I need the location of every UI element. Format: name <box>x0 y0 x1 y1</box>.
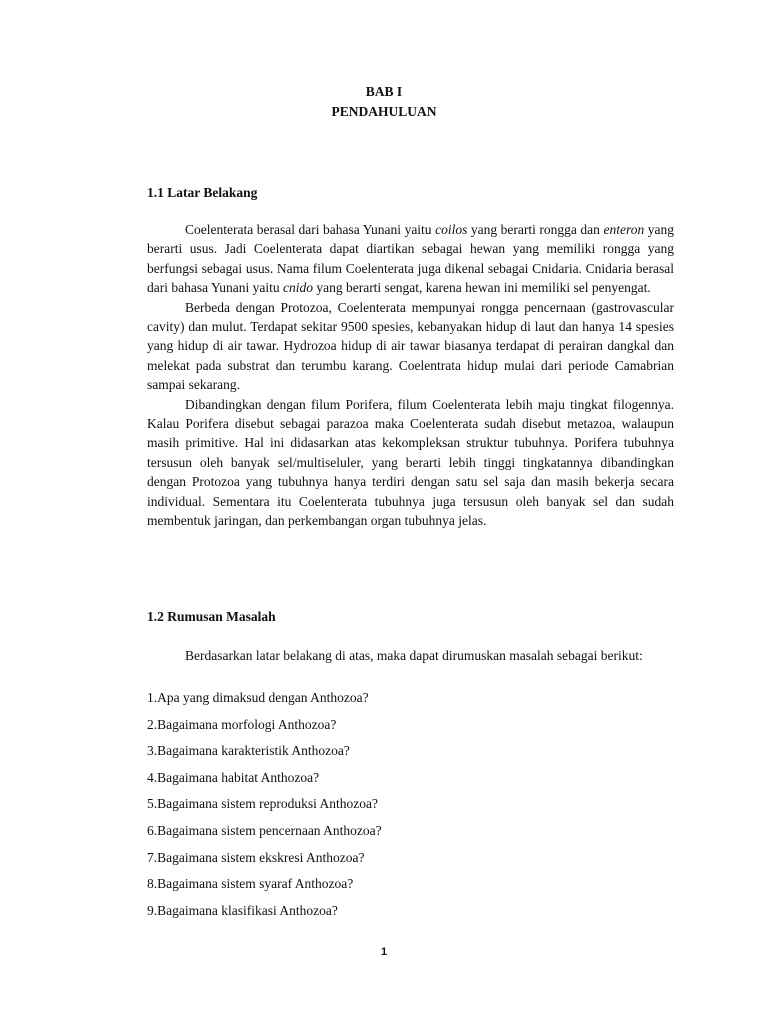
paragraph <box>147 395 674 531</box>
section-body-latar-belakang <box>147 220 674 531</box>
italic-term: cnido <box>282 280 313 296</box>
chapter-title: PENDAHULUAN <box>331 104 437 119</box>
text-run: Coelenterata berasal dari bahasa Yunani yaitu <box>185 222 436 237</box>
list-item: 2.Bagaimana morfologi Anthozoa? <box>147 716 337 732</box>
text-run: yang berarti rongga dan <box>467 222 604 237</box>
list-item: 4.Bagaimana habitat Anthozoa? <box>147 769 320 785</box>
intro-paragraph: Berdasarkan latar belakang di atas, maka dapat dirumuskan masalah sebagai berikut: <box>185 648 643 663</box>
italic-term: coilos <box>435 222 468 237</box>
list-item: 6.Bagaimana sistem pencernaan Anthozoa? <box>147 822 382 838</box>
chapter-heading <box>0 82 768 122</box>
section-intro-rumusan-masalah <box>147 646 674 666</box>
section-heading-rumusan-masalah: 1.2 Rumusan Masalah <box>147 609 276 624</box>
paragraph <box>147 298 674 395</box>
list-item: 3.Bagaimana karakteristik Anthozoa? <box>147 743 350 759</box>
text-run: yang berarti sengat, karena hewan ini memiliki sel penyengat. <box>312 280 651 296</box>
paragraph <box>147 220 674 298</box>
list-item: 5.Bagaimana sistem reproduksi Anthozoa? <box>147 796 378 812</box>
page-number: 1 <box>380 946 388 958</box>
chapter-number: BAB I <box>365 84 403 99</box>
text-run: yang berarti usus. Jadi Coelenterata dapat diartikan sebagai hewan yang memiliki rongga yang berfungsi sebagai usus. Nama filum Coelenterata juga dikenal sebagai Cnidaria. Cnidaria berasal dari bahasa Yunani yaitu <box>147 222 674 296</box>
list-item: 8.Bagaimana sistem syaraf Anthozoa? <box>147 876 354 892</box>
list-item: 1.Apa yang dimaksud dengan Anthozoa? <box>147 690 369 705</box>
list-item: 7.Bagaimana sistem ekskresi Anthozoa? <box>147 849 365 865</box>
text-run: Berbeda dengan Protozoa, Coelenterata mempunyai rongga pencernaan (gastrovascular cavity) dan mulut. Terdapat sekitar 9500 spesies, kebanyakan hidup di laut dan hanya 14 spesies yang hidup di air tawar. Hydrozoa hidup di air tawar biasanya terdapat di perairan dangkal dan melekat pada substrat dan terumbu karang. Coelentrata hidup mulai dari periode Camabrian sampai sekarang. <box>147 299 674 393</box>
text-run: Dibandingkan dengan filum Porifera, filum Coelenterata lebih maju tingkat filogennya. Kalau Porifera disebut sebagai parazoa maka Coelenterata sudah disebut metazoa, walaupun masih primitive. Hal ini didasarkan atas kekompleksan struktur tubuhnya. Porifera tubuhnya tersusun oleh banyak sel/multiseluler, yang berarti lebih tinggi tingkatannya dibandingkan dengan Protozoa yang tubuhnya hanya terdiri dengan satu sel saja dan masih bekerja secara individual. Sementara itu Coelenterata tubuhnya juga tersusun oleh banyak sel dan sudah membentuk jaringan, dan perkembangan organ tubuhnya jelas. <box>147 396 674 529</box>
section-heading-latar-belakang: 1.1 Latar Belakang <box>147 185 258 200</box>
italic-term: enteron <box>603 222 645 237</box>
question-list <box>147 688 382 927</box>
list-item: 9.Bagaimana klasifikasi Anthozoa? <box>147 902 338 918</box>
